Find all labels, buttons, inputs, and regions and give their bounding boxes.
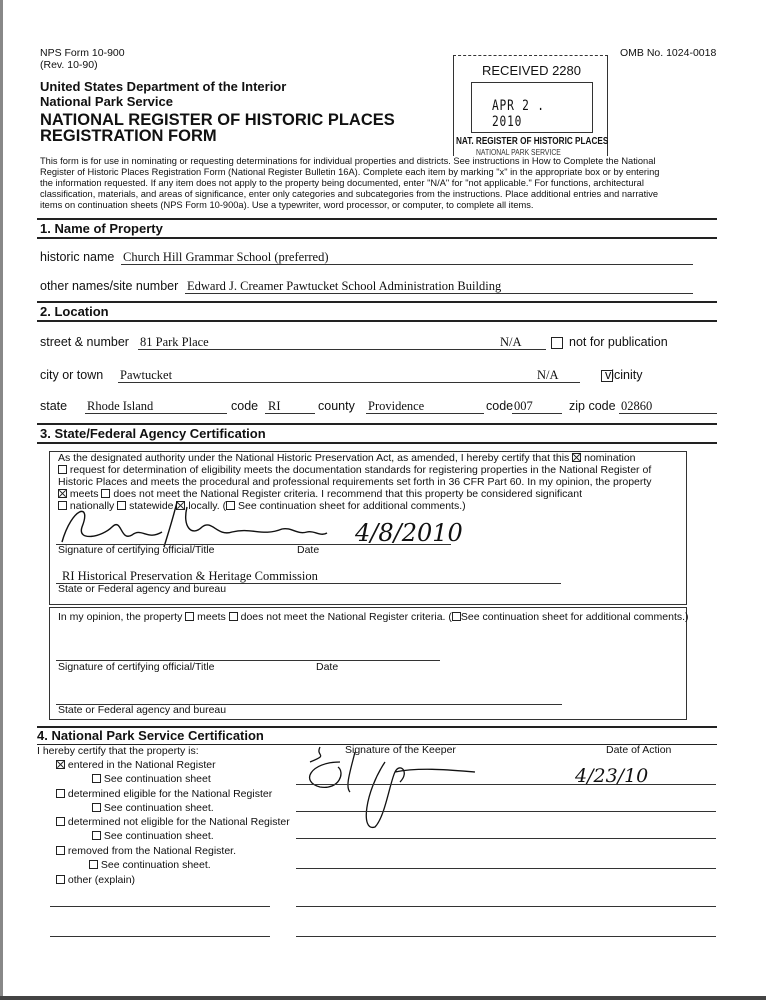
see-continuation-checkbox[interactable] — [89, 860, 98, 869]
instructions-line: classification, materials, and areas of significance, enter only categories and subcategories from the instructions. Place additional entries and narrative — [40, 189, 659, 199]
signature-date-1: 4/8/2010 — [355, 519, 463, 547]
signature-label-1: Signature of certifying official/Title — [58, 544, 215, 556]
nationally-label: nationally — [69, 500, 115, 512]
street-label: street & number — [40, 335, 129, 349]
city-label: city or town — [40, 368, 104, 382]
cert-text: request for determination of eligibility meets the documentation standards for registering properties in the National Register of — [69, 464, 652, 476]
agency-label-1: State or Federal agency and bureau — [58, 583, 227, 595]
option-see — [92, 802, 214, 814]
keeper-line — [296, 784, 716, 785]
stamp-date: APR 2 . 2010 — [492, 98, 545, 130]
title-line-2: REGISTRATION FORM — [40, 127, 217, 145]
option-see — [92, 830, 214, 842]
section-2-title: 2. Location — [40, 304, 109, 319]
signature-label-2: Signature of certifying official/Title — [58, 661, 215, 673]
stamp-footer-2: NATIONAL PARK SERVICE — [476, 148, 561, 157]
divider — [37, 320, 717, 322]
explain-line — [50, 936, 270, 937]
underline — [85, 413, 227, 414]
meets-label: meets — [69, 488, 99, 500]
request-determination-checkbox[interactable] — [58, 465, 67, 474]
instructions-line: This form is for use in nominating or requesting determinations for individual properties and districts. See instructions in How to Complete the National — [40, 156, 656, 166]
instructions-line: items on continuation sheets (NPS Form 10-900a). Use a typewriter, word processor, or computer, to complete all items. — [40, 200, 534, 210]
keeper-signature-label: Signature of the Keeper — [345, 744, 456, 756]
state-label: state — [40, 399, 68, 413]
city-field[interactable]: Pawtucket — [120, 368, 173, 382]
not-for-publication-checkbox[interactable] — [551, 337, 563, 349]
option-label: determined not eligible for the National Register — [67, 816, 290, 828]
option-see — [89, 859, 211, 871]
other-checkbox[interactable] — [56, 875, 65, 884]
signature-stroke — [62, 502, 327, 547]
state-field[interactable]: Rhode Island — [87, 399, 154, 413]
keeper-line — [296, 838, 716, 839]
option-eligible — [56, 788, 272, 800]
does-not-meet-label: does not meet the National Register criteria. I recommend that this property be considered significant — [113, 488, 583, 500]
cert-line-1 — [58, 453, 636, 465]
statewide-label: statewide — [129, 500, 174, 512]
scan-left-edge — [0, 0, 3, 1000]
underline — [619, 413, 717, 414]
opinion-text: In my opinion, the property — [58, 611, 183, 623]
option-label: other (explain) — [67, 874, 136, 886]
option-label: determined eligible for the National Register — [67, 788, 273, 800]
opinion-does-not-meet-checkbox[interactable] — [229, 612, 238, 621]
locally-label: locally. ( — [188, 500, 227, 512]
opinion-see-continuation-checkbox[interactable] — [452, 612, 461, 621]
keeper-date: 4/23/10 — [575, 765, 649, 787]
underline — [118, 382, 580, 383]
opinion-see-label: See continuation sheet for additional comments.) — [460, 611, 689, 623]
section-1-title: 1. Name of Property — [40, 221, 163, 236]
county-field[interactable]: Providence — [368, 399, 425, 413]
opinion-meets-label: meets — [197, 611, 226, 623]
vicinity-label: vicinity — [605, 368, 643, 382]
option-see-label: See continuation sheet — [103, 773, 211, 785]
form-revision: (Rev. 10-90) — [40, 59, 98, 71]
state-code-label: code — [231, 399, 259, 413]
agency-label-2: State or Federal agency and bureau — [58, 704, 227, 716]
date-label-2: Date — [316, 661, 339, 673]
received-stamp — [453, 55, 608, 156]
option-label: removed from the National Register. — [67, 845, 236, 857]
not-eligible-checkbox[interactable] — [56, 817, 65, 826]
instructions-line: the information requested. If any item does not apply to the property being documented, enter "N/A" for "not applicable." For functions, architectural — [40, 178, 644, 188]
county-code-label: code — [486, 399, 514, 413]
option-entered — [56, 759, 216, 771]
divider — [37, 218, 717, 220]
underline — [185, 293, 693, 294]
keeper-handwritten-signature — [300, 742, 500, 837]
agency-field[interactable]: RI Historical Preservation & Heritage Commission — [62, 569, 318, 583]
stamp-date-box — [471, 82, 593, 133]
street-na: N/A — [500, 335, 522, 349]
see-continuation-label: See continuation sheet for additional comments.) — [238, 500, 466, 512]
county-label: county — [318, 399, 355, 413]
see-continuation-checkbox[interactable] — [92, 803, 101, 812]
city-na: N/A — [537, 368, 559, 382]
explain-line — [50, 906, 270, 907]
opinion-does-not-meet-label: does not meet the National Register criteria. ( — [240, 611, 452, 623]
divider — [37, 237, 717, 239]
zip-field[interactable]: 02860 — [621, 399, 653, 413]
divider — [37, 301, 717, 303]
underline — [121, 264, 693, 265]
keeper-line — [296, 906, 716, 907]
option-see-label: See continuation sheet. — [103, 802, 214, 814]
zip-label: zip code — [569, 399, 616, 413]
historic-name-label: historic name — [40, 250, 115, 264]
opinion-meets-checkbox[interactable] — [185, 612, 194, 621]
keeper-line — [296, 868, 716, 869]
certify-intro: I hereby certify that the property is: — [37, 745, 199, 757]
option-not-eligible — [56, 816, 290, 828]
option-other — [56, 874, 135, 886]
eligible-checkbox[interactable] — [56, 789, 65, 798]
instructions — [40, 156, 659, 211]
removed-checkbox[interactable] — [56, 846, 65, 855]
date-of-action-label: Date of Action — [606, 744, 672, 756]
nomination-label: nomination — [584, 452, 636, 464]
cert-line-2 — [58, 465, 651, 477]
underline — [512, 413, 562, 414]
option-see-label: See continuation sheet. — [103, 830, 214, 842]
not-for-publication-label: not for publication — [569, 335, 668, 349]
see-continuation-checkbox[interactable] — [92, 774, 101, 783]
section-3-title: 3. State/Federal Agency Certification — [40, 426, 266, 441]
street-field[interactable]: 81 Park Place — [140, 335, 209, 349]
agency: National Park Service — [40, 94, 173, 109]
option-see — [92, 773, 211, 785]
instructions-line: Register of Historic Places Registration Form (National Register Bulletin 16A). Complete each item by marking "x" in the appropriate box or by entering — [40, 167, 660, 177]
option-removed — [56, 845, 236, 857]
underline — [366, 413, 484, 414]
option-see-label: See continuation sheet. — [100, 859, 211, 871]
county-code-field[interactable]: 007 — [514, 399, 533, 413]
department: United States Department of the Interior — [40, 79, 287, 94]
scan-bottom-edge — [0, 996, 766, 1000]
signature-stroke — [310, 744, 475, 827]
option-label: entered in the National Register — [67, 759, 216, 771]
cert-line-3: Historic Places and meets the procedural and professional requirements set forth in 36 CFR Part 60. In my opinion, the property — [58, 476, 652, 488]
omb-number: OMB No. 1024-0018 — [620, 47, 717, 59]
keeper-line — [296, 811, 716, 812]
title-line-1: NATIONAL REGISTER OF HISTORIC PLACES — [40, 111, 395, 129]
cert-text: As the designated authority under the National Historic Preservation Act, as amended, I hereby certify that this — [58, 452, 570, 464]
other-names-label: other names/site number — [40, 279, 179, 293]
date-label-1: Date — [297, 544, 320, 556]
underline — [138, 349, 546, 350]
see-continuation-checkbox[interactable] — [92, 831, 101, 840]
divider — [37, 442, 717, 444]
stamp-received: RECEIVED 2280 — [482, 63, 581, 78]
form-number: NPS Form 10-900 — [40, 47, 125, 59]
section-4-title: 4. National Park Service Certification — [37, 728, 264, 743]
entered-checkbox[interactable] — [56, 760, 65, 769]
nomination-checkbox[interactable] — [572, 453, 581, 462]
stamp-footer: NAT. REGISTER OF HISTORIC PLACES — [456, 136, 609, 147]
underline — [265, 413, 315, 414]
divider — [37, 423, 717, 425]
form-title — [40, 112, 395, 144]
keeper-line — [296, 936, 716, 937]
state-code-field[interactable]: RI — [268, 399, 281, 413]
opinion-line — [58, 612, 689, 624]
historic-name-field[interactable]: Church Hill Grammar School (preferred) — [123, 250, 329, 264]
other-names-field[interactable]: Edward J. Creamer Pawtucket School Administration Building — [187, 279, 502, 293]
